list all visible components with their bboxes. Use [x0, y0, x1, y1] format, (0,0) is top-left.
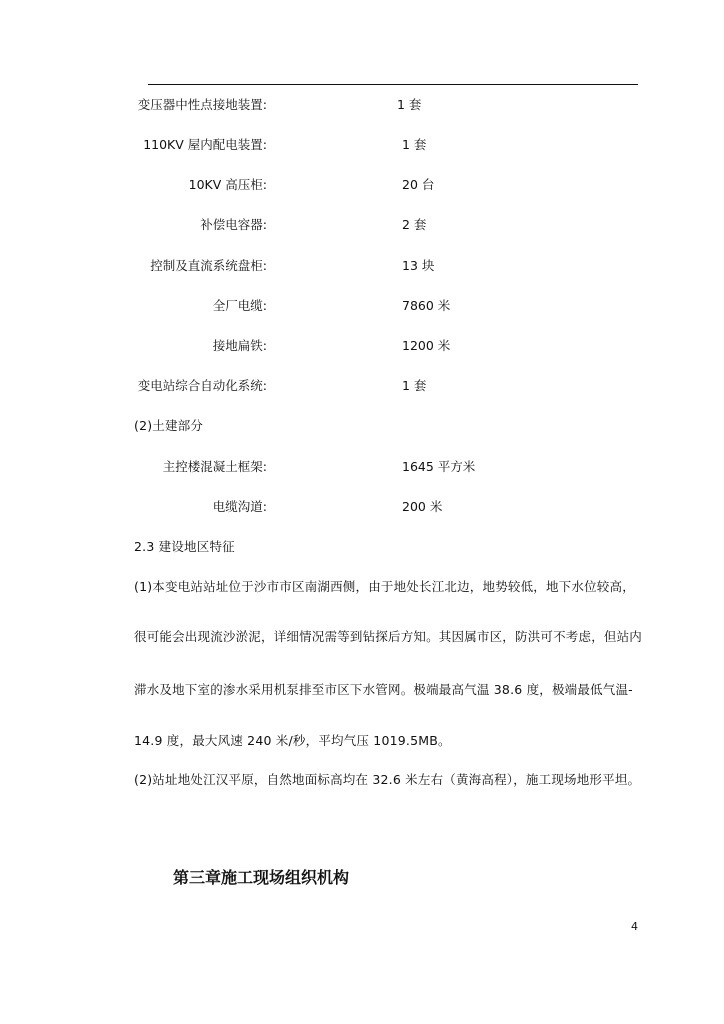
equipment-value: 13 块 — [402, 258, 435, 273]
equipment-row — [0, 336, 724, 356]
equipment-label: 变压器中性点接地装置: — [137, 97, 267, 112]
paragraph-2: (2)站址地处江汉平原，自然地面标高均在 32.6 米左右（黄海高程），施工现场地形平坦。 — [134, 772, 641, 787]
equipment-value: 2 套 — [402, 217, 427, 232]
equipment-row — [0, 135, 724, 155]
equipment-label: 全厂电缆: — [212, 298, 267, 313]
equipment-label: 补偿电容器: — [200, 217, 267, 232]
equipment-value: 1 套 — [397, 97, 422, 112]
equipment-label: 110KV 屋内配电装置: — [143, 137, 267, 152]
civil-value: 200 米 — [402, 499, 443, 514]
civil-heading: (2)土建部分 — [134, 418, 204, 433]
equipment-value: 1 套 — [402, 137, 427, 152]
equipment-label: 10KV 高压柜: — [188, 177, 267, 192]
equipment-row — [0, 95, 724, 115]
chapter-title: 第三章施工现场组织机构 — [173, 868, 350, 887]
civil-row — [0, 497, 724, 517]
civil-value: 1645 平方米 — [402, 459, 476, 474]
equipment-label: 接地扁铁: — [212, 338, 267, 353]
equipment-value: 1 套 — [402, 378, 427, 393]
civil-label: 电缆沟道: — [212, 499, 267, 514]
equipment-row — [0, 376, 724, 396]
equipment-row — [0, 175, 724, 195]
section-heading: 2.3 建设地区特征 — [134, 539, 235, 554]
civil-row — [0, 457, 724, 477]
equipment-value: 1200 米 — [402, 338, 451, 353]
paragraph-line: 14.9 度，最大风速 240 米/秒，平均气压 1019.5MB。 — [134, 733, 451, 748]
equipment-value: 7860 米 — [402, 298, 451, 313]
equipment-label: 控制及直流系统盘柜: — [150, 258, 267, 273]
equipment-label: 变电站综合自动化系统: — [137, 378, 267, 393]
equipment-row — [0, 256, 724, 276]
paragraph-line: 滞水及地下室的渗水采用机泵排至市区下水管网。极端最高气温 38.6 度，极端最低气温- — [134, 682, 633, 697]
paragraph-line: (1)本变电站站址位于沙市市区南湖西侧，由于地处长江北边，地势较低，地下水位较高， — [134, 579, 635, 594]
equipment-row — [0, 215, 724, 235]
civil-label: 主控楼混凝土框架: — [162, 459, 267, 474]
equipment-row — [0, 296, 724, 316]
equipment-value: 20 台 — [402, 177, 435, 192]
paragraph-line: 很可能会出现流沙淤泥，详细情况需等到钻探后方知。其因属市区，防洪可不考虑，但站内 — [134, 629, 643, 644]
header-rule — [148, 84, 638, 85]
page-number: 4 — [631, 920, 638, 933]
